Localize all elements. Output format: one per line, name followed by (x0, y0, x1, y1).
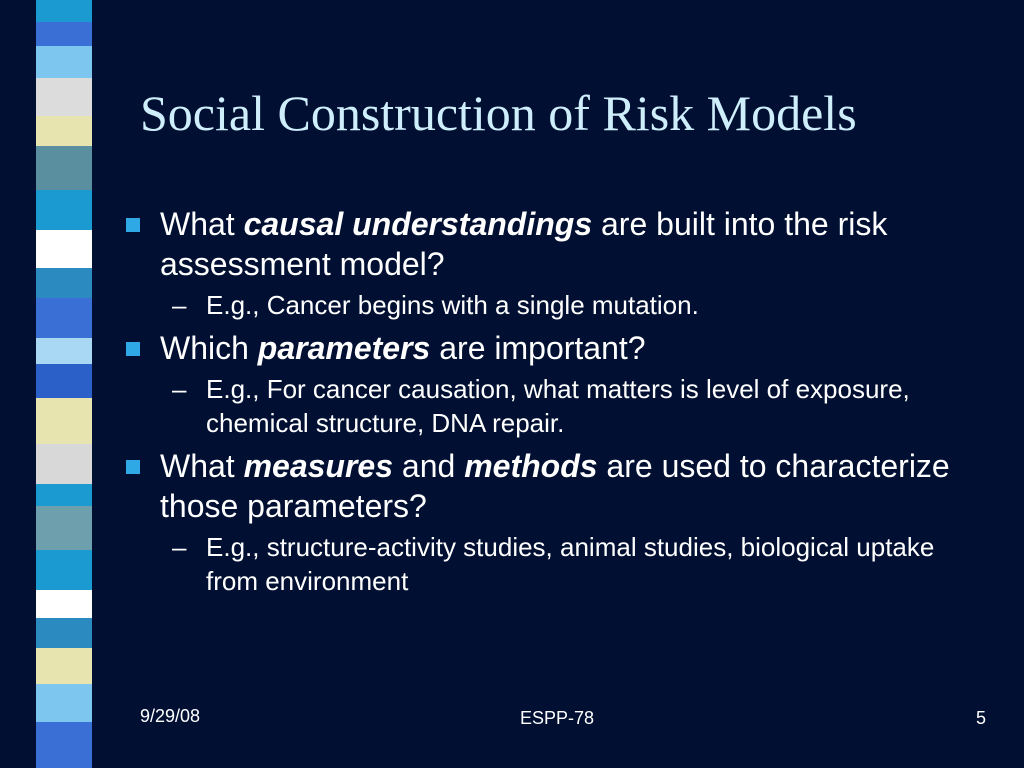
slide-number: 5 (976, 708, 987, 728)
bullet-text: Which (160, 330, 258, 366)
square-bullet-icon (126, 460, 140, 474)
dash-icon: – (172, 374, 187, 404)
bullet-text: are used to characterize those parameters? (160, 448, 950, 524)
emphasis-text: parameters (257, 330, 431, 366)
emphasis-text: methods (464, 448, 598, 484)
bullet-text: What (160, 448, 244, 484)
bullet-1 (126, 204, 986, 284)
slide-title: Social Construction of Risk Models (140, 85, 857, 141)
bullet-2 (126, 328, 986, 368)
footer-date: 9/29/08 (140, 706, 201, 726)
decorative-stripe (0, 0, 116, 768)
bullet-text: What (160, 206, 244, 242)
dash-icon: – (172, 290, 187, 320)
slide-content (126, 200, 986, 604)
dash-icon: – (172, 532, 187, 562)
sub-bullet-text: E.g., For cancer causation, what matters is level of exposure, chemical structure, DNA repair. (206, 374, 910, 438)
sub-bullet-text: E.g., Cancer begins with a single mutation. (206, 290, 699, 320)
emphasis-text: causal understandings (243, 206, 593, 242)
bullet-text: are important? (430, 330, 646, 366)
bullet-3 (126, 446, 986, 526)
emphasis-text: measures (243, 448, 394, 484)
sub-bullet-3 (126, 530, 986, 598)
sub-bullet-2 (126, 372, 986, 440)
footer-center: ESPP-78 (520, 708, 595, 728)
sub-bullet-1 (126, 288, 986, 322)
sub-bullet-text: E.g., structure-activity studies, animal studies, biological uptake from environment (206, 532, 935, 596)
square-bullet-icon (126, 218, 140, 232)
bullet-text: are built into the risk assessment model? (160, 206, 888, 282)
bullet-text: and (393, 448, 465, 484)
square-bullet-icon (126, 342, 140, 356)
